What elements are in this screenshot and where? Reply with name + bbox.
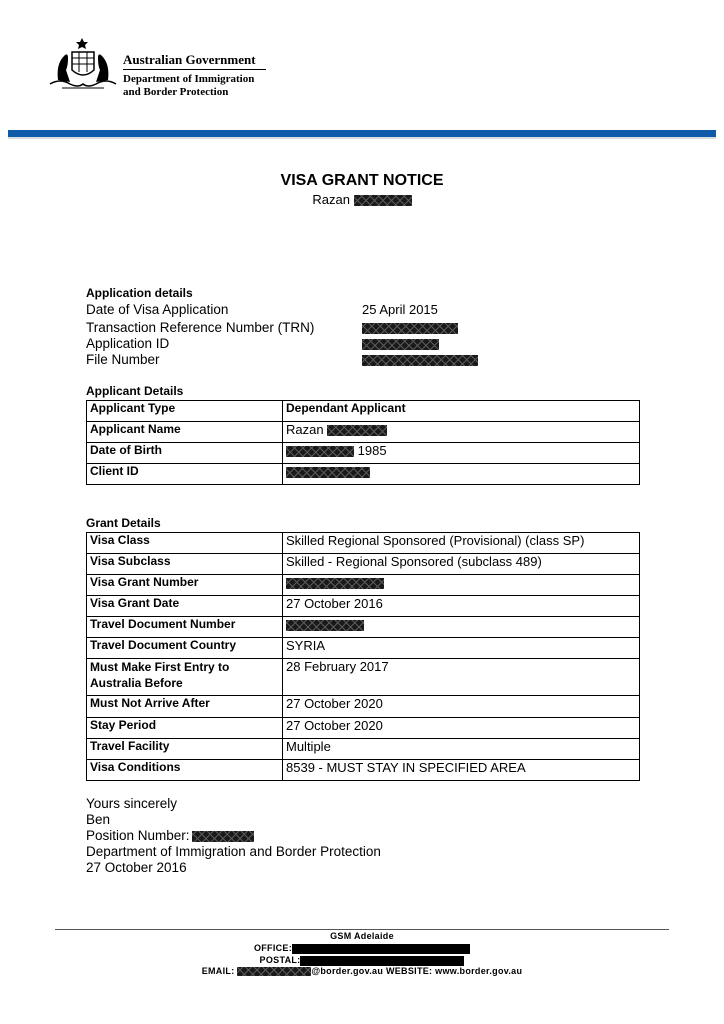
header-bar-shadow	[8, 137, 716, 139]
footer-office-line	[0, 943, 724, 954]
footer-website-label: WEBSITE:	[385, 966, 433, 976]
redacted-application-id	[362, 339, 439, 350]
redacted-office-address	[292, 944, 470, 954]
table-row	[87, 596, 640, 617]
travel-document-number-cell	[283, 617, 640, 638]
footer-email-label: EMAIL:	[201, 966, 235, 976]
visa-grant-number-cell	[283, 575, 640, 596]
travel-document-number-label: Travel Document Number	[87, 617, 283, 638]
visa-subclass-value: Skilled - Regional Sponsored (subclass 489)	[283, 554, 640, 575]
travel-facility-label: Travel Facility	[87, 739, 283, 760]
table-row	[87, 443, 640, 464]
app-label-file-number: File Number	[86, 352, 160, 367]
app-label-trn: Transaction Reference Number (TRN)	[86, 320, 315, 335]
redacted-postal-address	[300, 956, 464, 966]
footer-office-name: GSM Adelaide	[330, 931, 394, 941]
footer-website-link[interactable]: www.border.gov.au	[435, 966, 523, 976]
applicant-type-label: Applicant Type	[87, 401, 283, 422]
visa-conditions-label: Visa Conditions	[87, 760, 283, 781]
table-row	[87, 760, 640, 781]
redacted-grant-number	[286, 578, 384, 589]
must-not-arrive-after-value: 27 October 2020	[283, 696, 640, 718]
footer-divider	[55, 929, 669, 930]
redacted-client-id	[286, 467, 370, 478]
recipient-first-name: Razan	[312, 192, 350, 207]
table-row	[87, 638, 640, 659]
table-row	[87, 659, 640, 696]
application-details-heading: Application details	[86, 286, 193, 300]
app-value-trn	[362, 319, 458, 336]
position-number	[86, 828, 381, 844]
applicant-details-heading: Applicant Details	[86, 384, 184, 398]
visa-grant-date-label: Visa Grant Date	[87, 596, 283, 617]
app-label-application-id: Application ID	[86, 336, 170, 351]
app-label-date: Date of Visa Application	[86, 302, 229, 317]
salutation: Yours sincerely	[86, 796, 178, 811]
document-title: VISA GRANT NOTICE	[280, 172, 444, 189]
visa-class-label: Visa Class	[87, 533, 283, 554]
redacted-trn	[362, 323, 458, 334]
recipient-name	[0, 192, 724, 207]
redacted-email-user	[237, 967, 311, 976]
first-entry-value: 28 February 2017	[283, 659, 640, 696]
must-not-arrive-after-label: Must Not Arrive After	[87, 696, 283, 718]
redacted-birth-day-month	[286, 446, 354, 457]
footer-office-label: OFFICE:	[253, 943, 293, 953]
department-line-2: and Border Protection	[123, 86, 229, 98]
stay-period-label: Stay Period	[87, 718, 283, 739]
footer-postal-label: POSTAL:	[259, 955, 301, 965]
redacted-position-number	[192, 831, 254, 842]
travel-facility-value: Multiple	[283, 739, 640, 760]
visa-class-value: Skilled Regional Sponsored (Provisional) (class SP)	[283, 533, 640, 554]
applicant-name-cell	[283, 422, 640, 443]
travel-document-country-value: SYRIA	[283, 638, 640, 659]
table-row	[87, 696, 640, 718]
travel-document-country-label: Travel Document Country	[87, 638, 283, 659]
header-bar	[8, 130, 716, 137]
applicant-details-table	[86, 400, 640, 485]
app-value-file-number	[362, 351, 478, 368]
government-name: Australian Government	[123, 52, 256, 67]
footer-postal-line	[0, 955, 724, 966]
visa-grant-date-value: 27 October 2016	[283, 596, 640, 617]
redacted-file-number	[362, 355, 478, 366]
date-of-birth-cell	[283, 443, 640, 464]
app-value-application-id	[362, 335, 439, 352]
table-row	[87, 533, 640, 554]
visa-subclass-label: Visa Subclass	[87, 554, 283, 575]
signer-department: Department of Immigration and Border Protection	[86, 844, 381, 859]
table-row	[87, 617, 640, 638]
grant-details-table	[86, 532, 640, 781]
visa-grant-number-label: Visa Grant Number	[87, 575, 283, 596]
date-of-birth-year: 1985	[357, 443, 387, 458]
app-value-date: 25 April 2015	[362, 302, 438, 317]
position-number-label: Position Number:	[86, 828, 190, 843]
applicant-type-value: Dependant Applicant	[283, 401, 640, 422]
table-row	[87, 554, 640, 575]
grant-details-heading: Grant Details	[86, 516, 161, 530]
date-of-birth-label: Date of Birth	[87, 443, 283, 464]
table-row	[87, 575, 640, 596]
table-row	[87, 422, 640, 443]
signer-name: Ben	[86, 812, 111, 827]
visa-conditions-value: 8539 - MUST STAY IN SPECIFIED AREA	[283, 760, 640, 781]
table-row	[87, 739, 640, 760]
department-line-1: Department of Immigration	[123, 73, 255, 85]
stay-period-value: 27 October 2020	[283, 718, 640, 739]
government-branding	[123, 52, 266, 99]
client-id-cell	[283, 464, 640, 485]
table-row	[87, 401, 640, 422]
coat-of-arms-icon	[48, 36, 118, 92]
footer-contact-line	[0, 966, 724, 976]
closing-block	[86, 796, 381, 876]
applicant-name-label: Applicant Name	[87, 422, 283, 443]
redacted-travel-document-number	[286, 620, 364, 631]
client-id-label: Client ID	[87, 464, 283, 485]
applicant-name-value: Razan	[286, 422, 324, 437]
redacted-applicant-surname	[327, 425, 387, 436]
first-entry-label: Must Make First Entry to Australia Before	[87, 659, 283, 696]
table-row	[87, 464, 640, 485]
table-row	[87, 718, 640, 739]
closing-date: 27 October 2016	[86, 860, 187, 875]
footer-email-domain[interactable]: @border.gov.au	[311, 966, 384, 976]
redacted-surname	[354, 195, 412, 206]
branding-divider	[123, 69, 266, 70]
